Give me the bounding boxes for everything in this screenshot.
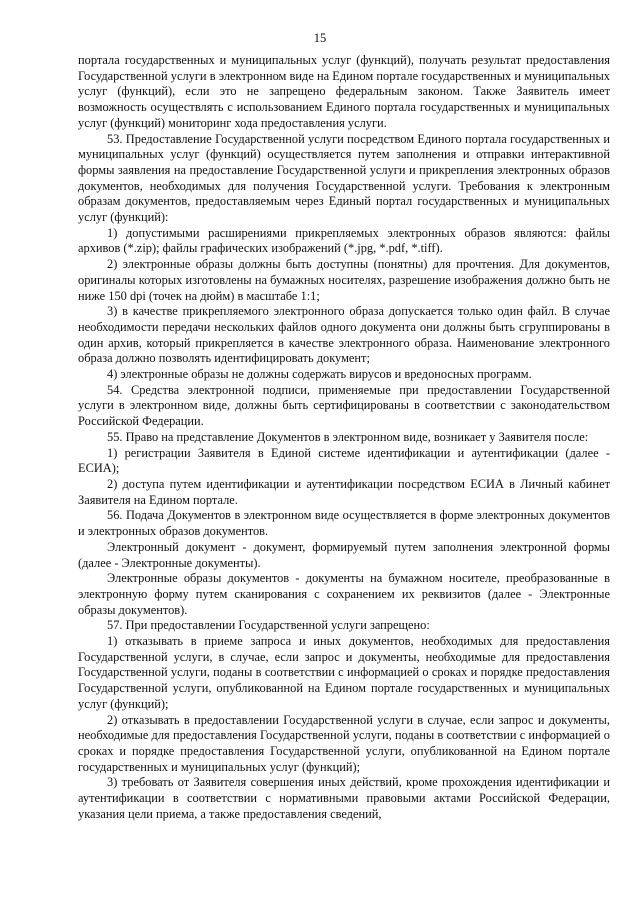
paragraph: 55. Право на представление Документов в электронном виде, возникает у Заявителя после: [107,429,589,444]
page-number: 15 [313,31,327,45]
paragraph: 2) отказывать в предоставлении Государственной услуги в случае, если запрос и документы, необходимые для предоставления Государственной услуги, поданы в соответствии с информацией о сроках и порядке предоставления Государственной услуги, опубликованной на Едином портале государственных и муниципальных услуг (функций); [78,712,610,774]
paragraph: 3) требовать от Заявителя совершения иных действий, кроме прохождения идентификации и аутентификации в соответствии с нормативными правовыми актами Российской Федерации, указания цели приема, а также предоставления сведений, [78,775,610,821]
paragraph: 3) в качестве прикрепляемого электронного образа допускается только один файл. В случае необходимости передачи нескольких файлов одного документа они должны быть сгруппированы в один архив, который прикрепляется в качестве электронного образа. Наименование электронного образа должно позволять идентифицировать документ; [78,304,610,366]
paragraph: 4) электронные образы не должны содержать вирусов и вредоносных программ. [107,367,532,382]
paragraph: 1) отказывать в приеме запроса и иных документов, необходимых для предоставления Государственной услуги, в случае, если запрос и документы, необходимые для предоставления Государственной услуги, поданы в соответствии с информацией о сроках и порядке предоставления Государственной услуги, опубликованной на Едином портале государственных и муниципальных услуг (функций); [78,634,610,711]
paragraph: портала государственных и муниципальных услуг (функций), получать результат предоставления Государственной услуги в электронном виде на Едином портале государственных и муниципальных услуг (функций), если это не запрещено федеральным законом. Также Заявитель имеет возможность осуществлять с использованием Единого портала государственных и муниципальных услуг (функций) мониторинг хода предоставления услуги. [78,53,610,130]
paragraph: Электронный документ - документ, формируемый путем заполнения электронной формы (далее - Электронные документы). [78,539,610,570]
paragraph: 54. Средства электронной подписи, применяемые при предоставлении Государственной услуги в электронном виде, должны быть сертифицированы в соответствии с законодательством Российской Федерации. [78,382,610,429]
paragraph: 1) допустимыми расширениями прикрепляемых электронных образов являются: файлы архивов (*.zip); файлы графических изображений (*.jpg, *.pdf, *.tiff). [78,225,610,256]
paragraph: 2) доступа путем идентификации и аутентификации посредством ЕСИА в Личный кабинет Заявителя на Едином портале. [78,476,610,507]
paragraph: 53. Предоставление Государственной услуги посредством Единого портала государственных и муниципальных услуг (функций) осуществляется путем заполнения и отправки интерактивной формы заявления на предоставление Государственной услуги и прикрепления электронных образов документов, необходимых для получения Государственной услуги. Требования к электронным образам документов, предоставляемым через Единый портал государственных и муниципальных услуг (функций): [78,131,610,225]
paragraph: 2) электронные образы должны быть доступны (понятны) для прочтения. Для документов, оригиналы которых изготовлены на бумажных носителях, разрешение изображения должно быть не ниже 150 dpi (точек на дюйм) в масштабе 1:1; [78,257,610,303]
paragraph: 56. Подача Документов в электронном виде осуществляется в форме электронных документов и электронных образов документов. [78,508,610,539]
paragraph: 1) регистрации Заявителя в Единой системе идентификации и аутентификации (далее - ЕСИА); [78,445,610,476]
paragraph: Электронные образы документов - документы на бумажном носителе, преобразованные в электронную форму путем сканирования с сохранением их реквизитов (далее - Электронные образы документов). [78,571,610,617]
document-body [78,53,610,822]
paragraph: 57. При предоставлении Государственной услуги запрещено: [107,618,430,633]
